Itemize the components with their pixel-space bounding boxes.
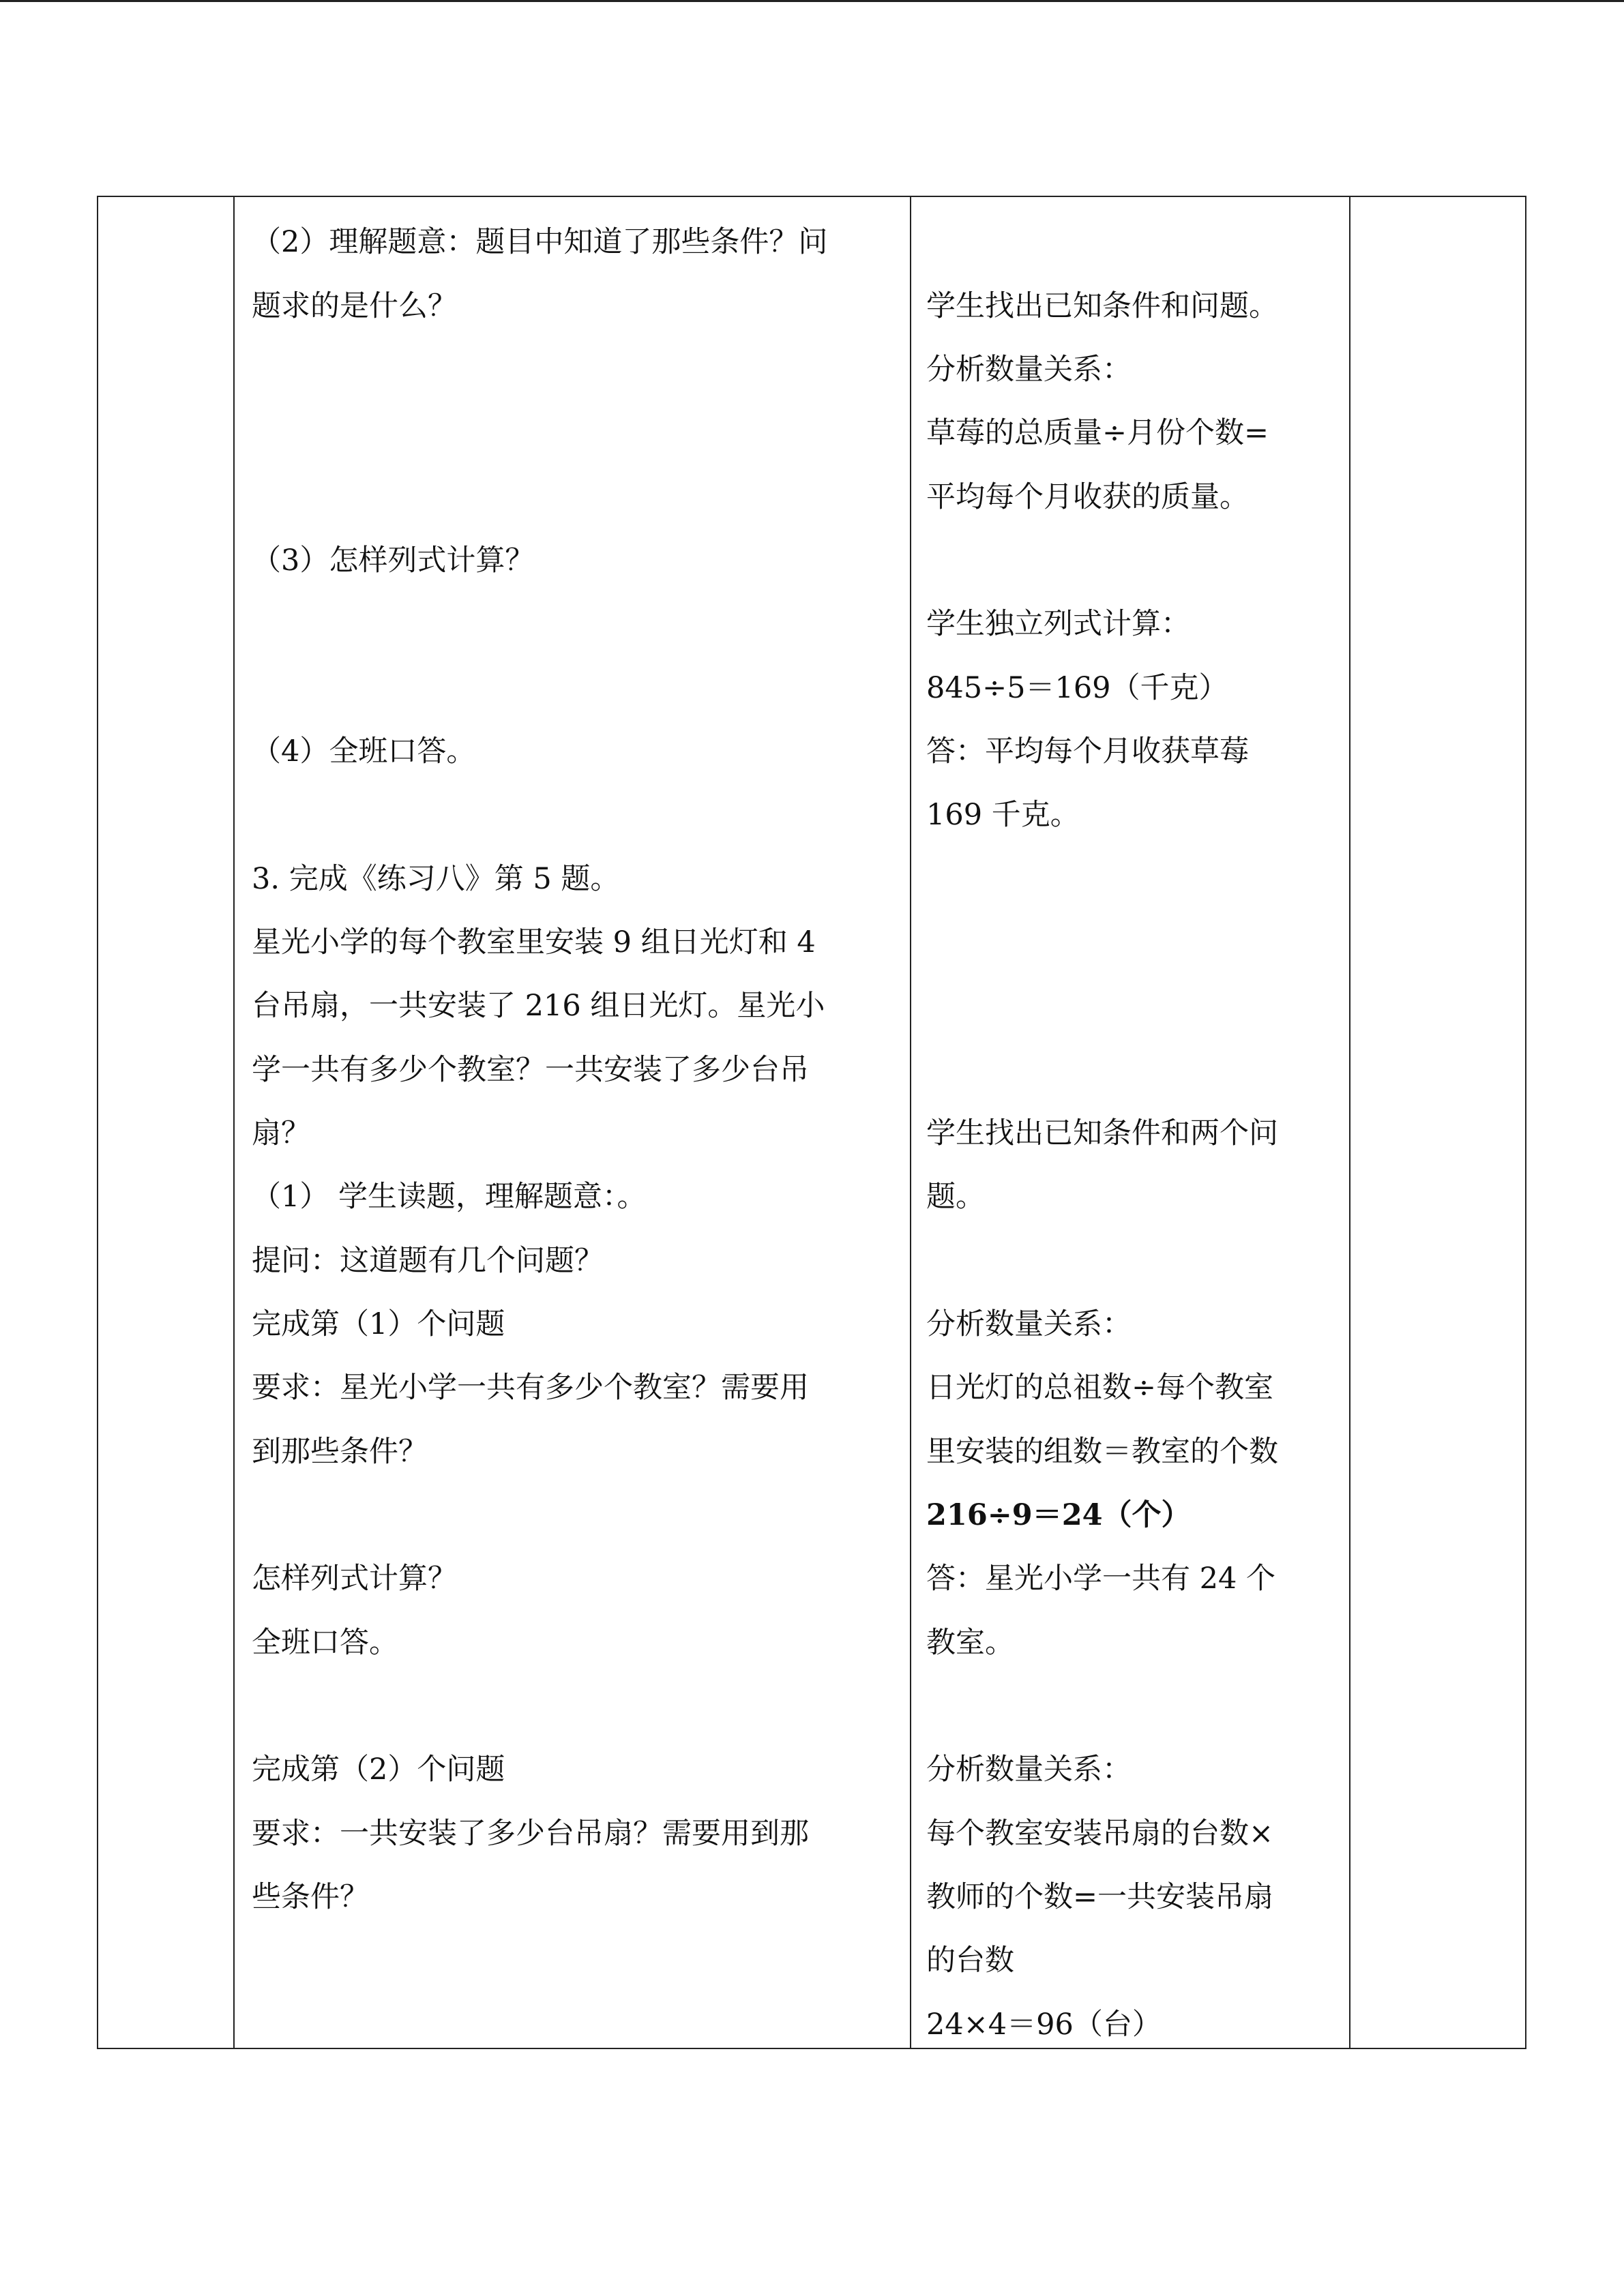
student-text-line: 24×4＝96（台）: [926, 2008, 1162, 2042]
student-text-line: 分析数量关系：: [926, 1307, 1132, 1341]
student-text-line: 分析数量关系：: [926, 1753, 1132, 1787]
teaching-text-line: 提问：这道题有几个问题？: [252, 1244, 604, 1278]
student-text-line: 答：平均每个月收获草莓: [926, 734, 1249, 769]
teaching-text-line: 完成第（1）个问题: [252, 1307, 505, 1341]
blank-left-column: [98, 197, 233, 2048]
student-text-line: 的台数: [926, 1943, 1014, 1978]
column-divider: [910, 197, 911, 2048]
column-divider: [233, 197, 235, 2048]
student-text-line: 学生找出已知条件和两个问: [926, 1116, 1278, 1150]
teaching-text-line: （1） 学生读题，理解题意：。: [252, 1180, 647, 1214]
student-text-line: 每个教室安装吊扇的台数×: [926, 1817, 1274, 1851]
teaching-text-line: 些条件？: [252, 1880, 369, 1914]
teaching-text-line: 怎样列式计算？: [252, 1562, 457, 1596]
student-text-line: 169 千克。: [926, 798, 1080, 832]
student-text-line: 答：星光小学一共有 24 个: [926, 1562, 1276, 1596]
student-text-line: 教师的个数=一共安装吊扇: [926, 1880, 1274, 1914]
student-text-line: 题。: [926, 1180, 985, 1214]
teaching-text-line: 到那些条件？: [252, 1435, 428, 1469]
student-text-line: 里安装的组数＝教室的个数: [926, 1435, 1278, 1469]
teaching-text-line: 3. 完成《练习八》第 5 题。: [252, 862, 620, 896]
student-text-line: 分析数量关系：: [926, 353, 1132, 387]
student-text-line: 平均每个月收获的质量。: [926, 480, 1249, 514]
student-text-line: 草莓的总质量÷月份个数=: [926, 416, 1269, 450]
student-text-line: 日光灯的总祖数÷每个教室: [926, 1371, 1274, 1405]
student-text-line: 学生找出已知条件和问题。: [926, 289, 1278, 323]
teaching-text-line: （2）理解题意：题目中知道了那些条件？问: [252, 225, 828, 259]
blank-right-column: [1350, 197, 1526, 2048]
teaching-text-line: 台吊扇，一共安装了 216 组日光灯。星光小: [252, 989, 825, 1023]
student-text-line: 教室。: [926, 1626, 1014, 1660]
student-text-line: 216÷9＝24（个）: [926, 1498, 1191, 1532]
teaching-text-line: （3）怎样列式计算？: [252, 543, 535, 578]
page-top-edge: [0, 0, 1624, 2]
teaching-text-line: 扇？: [252, 1116, 310, 1150]
teaching-text-line: 星光小学的每个教室里安装 9 组日光灯和 4: [252, 925, 816, 959]
student-text-line: 学生独立列式计算：: [926, 607, 1190, 641]
teaching-text-line: （4）全班口答。: [252, 734, 476, 769]
student-text-line: 845÷5＝169（千克）: [926, 671, 1228, 705]
teaching-process-column: [252, 197, 906, 2048]
teaching-text-line: 题求的是什么？: [252, 289, 457, 323]
teaching-text-line: 要求：一共安装了多少台吊扇？需要用到那: [252, 1817, 809, 1851]
lesson-table: [97, 196, 1526, 2049]
student-activity-column: [926, 197, 1342, 2048]
teaching-text-line: 完成第（2）个问题: [252, 1753, 505, 1787]
teaching-text-line: 要求：星光小学一共有多少个教室？需要用: [252, 1371, 809, 1405]
teaching-text-line: 全班口答。: [252, 1626, 398, 1660]
teaching-text-line: 学一共有多少个教室？一共安装了多少台吊: [252, 1053, 809, 1087]
